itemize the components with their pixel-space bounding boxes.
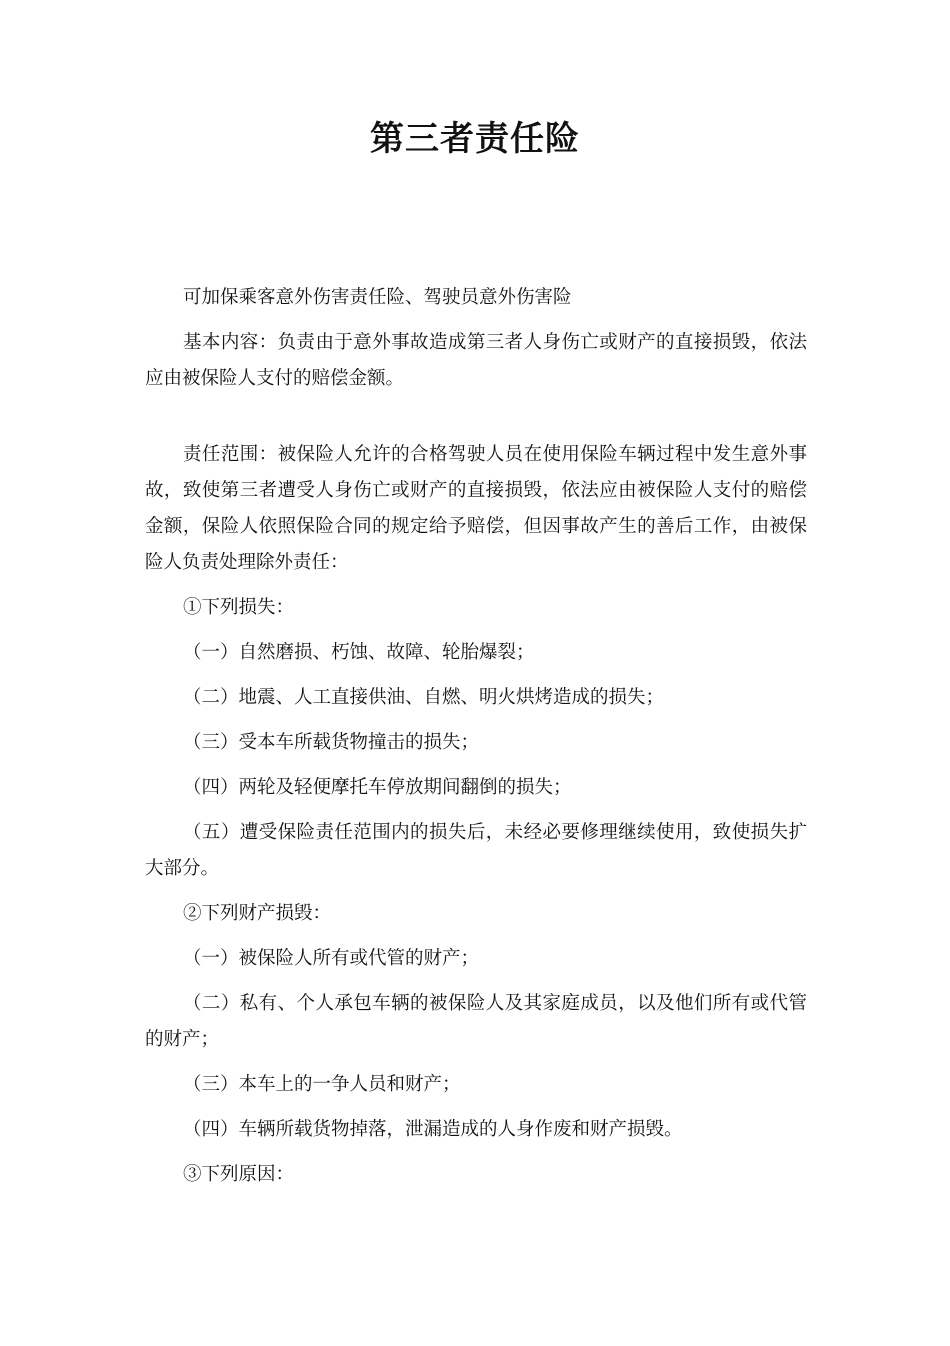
paragraph-scope-of-liability: 责任范围：被保险人允许的合格驾驶人员在使用保险车辆过程中发生意外事故，致使第三者遭受人身伤亡或财产的直接损毁，依法应由被保险人支付的赔偿金额，保险人依照保险合同的规定给予赔偿，但因事故产生的善后工作，由被保险人负责处理除外责任： (145, 444, 807, 573)
list-item: （四）车辆所载货物掉落，泄漏造成的人身作废和财产损毁。 (183, 1119, 683, 1140)
document-title: 第三者责任险 (370, 119, 580, 159)
list-item: （二）地震、人工直接供油、自燃、明火烘烤造成的损失； (183, 687, 665, 708)
list-heading-losses: ①下列损失： (183, 597, 295, 618)
list-item: （二）私有、个人承包车辆的被保险人及其家庭成员，以及他们所有或代管的财产； (145, 993, 807, 1050)
list-item: （一）被保险人所有或代管的财产； (183, 948, 480, 969)
document-body (145, 280, 807, 1193)
paragraph-basic-content: 基本内容：负责由于意外事故造成第三者人身伤亡或财产的直接损毁，依法应由被保险人支付的赔偿金额。 (145, 332, 807, 389)
list-heading-property-damage: ②下列财产损毁： (183, 903, 332, 924)
list-item: （三）受本车所载货物撞击的损失； (183, 732, 480, 753)
list-item: （三）本车上的一争人员和财产； (183, 1074, 461, 1095)
list-item: （五）遭受保险责任范围内的损失后，未经必要修理继续使用，致使损失扩大部分。 (145, 822, 807, 879)
paragraph-additional-coverage: 可加保乘客意外伤害责任险、驾驶员意外伤害险 (183, 287, 572, 308)
list-heading-causes: ③下列原因： (183, 1164, 295, 1185)
list-item: （四）两轮及轻便摩托车停放期间翻倒的损失； (183, 777, 572, 798)
list-item: （一）自然磨损、朽蚀、故障、轮胎爆裂； (183, 642, 535, 663)
